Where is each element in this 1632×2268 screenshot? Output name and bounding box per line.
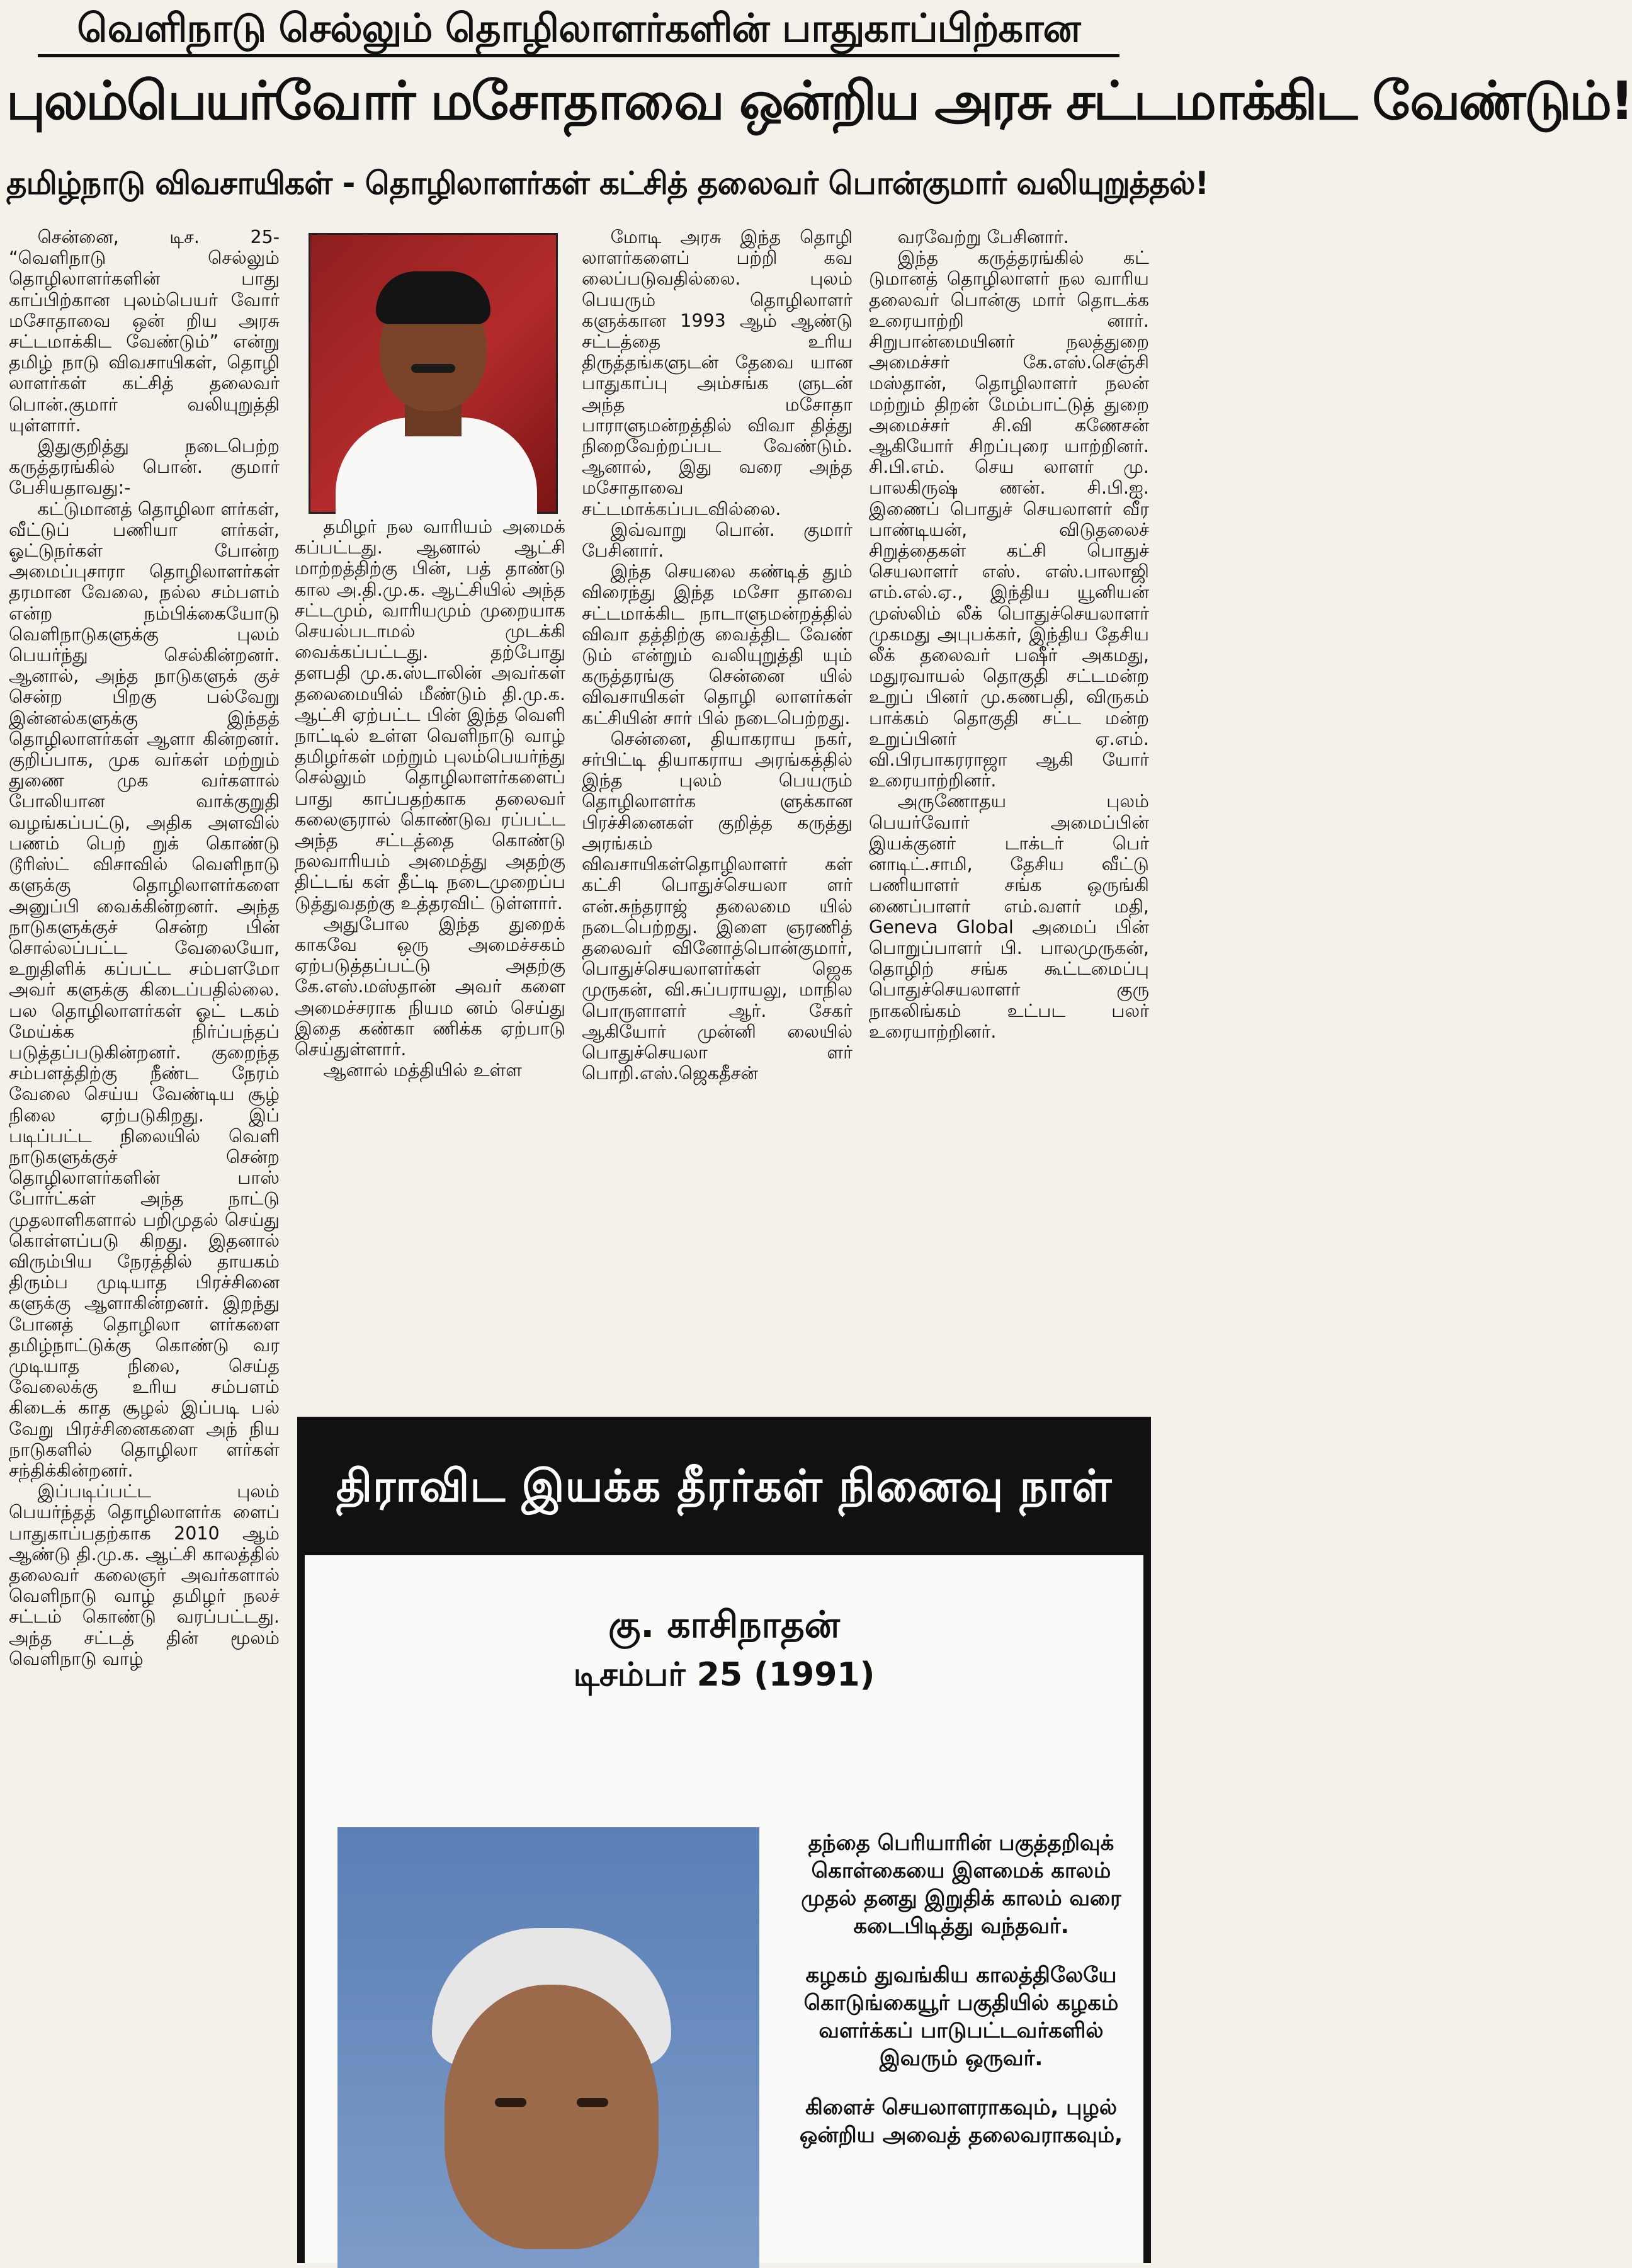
paragraph: இதுகுறித்து நடைபெற்ற கருத்தரங்கில் பொன். குமார் பேசியதாவது:- xyxy=(9,436,280,499)
paragraph: இந்த கருத்தரங்கில் கட் டுமானத் தொழிலாளர் நல வாரிய தலைவர் பொன்கு மார் தொடக்க உரையாற்றி னார். சிறுபான்மையினர் நலத்துறை அமைச்சர் கே.எஸ்.செஞ்சி மஸ்தான், தொழிலாளர் நலன் மற்றும் திறன் மேம்பாட்டுத் துறை அமைச்சர் சி.வி கணேசன் ஆகியோர் சிறப்புரை யாற்றினர். சி.பி.எம். செய லாளர் மு. பாலகிருஷ் ணன். சி.பி.ஐ. இணைப் பொதுச் செயலாளர் வீர பாண்டியன், விடுதலைச் சிறுத்தைகள் கட்சி பொதுச் செயலாளர் எஸ். எஸ்.பாலாஜி எம்.எல்.ஏ., இந்திய யூனியன் முஸ்லிம் லீக் பொதுச்செயலாளர் முகமது அபுபக்கர், இந்திய தேசிய லீக் தலைவர் பஷீர் அகமது, மதுரவாயல் தொகுதி சட்டமன்ற உறுப் பினர் மு.கணபதி, விருகம் பாக்கம் தொகுதி சட்ட மன்ற உறுப்பினர் ஏ.எம். வி.பிரபாகரராஜா ஆகி யோர் உரையாற்றினர். xyxy=(869,247,1149,791)
memorial-bio xyxy=(780,1829,1142,2170)
paragraph: மோடி அரசு இந்த தொழி லாளர்களைப் பற்றி கவ லைப்படுவதில்லை. புலம் பெயரும் தொழிலாளர் களுக்கான 1993 ஆம் ஆண்டு சட்டத்தை உரிய திருத்தங்களுடன் தேவை யான பாதுகாப்பு அம்சங்க ளுடன் அந்த மசோதா பாராளுமன்றத்தில் விவா தித்து நிறைவேற்றப்பட வேண்டும். ஆனால், இது வரை அந்த மசோதாவை சட்டமாக்கப்படவில்லை. xyxy=(582,227,853,519)
kicker-line: வெளிநாடு செல்லும் தொழிலாளர்களின் பாதுகாப்பிற்கான xyxy=(77,5,1080,51)
ponkumar-photo xyxy=(309,233,558,514)
paragraph: இந்த செயலை கண்டித் தும் விரைந்து இந்த மசோ தாவை சட்டமாக்கிட நாடாளுமன்றத்தில் விவா தத்திற்கு வைத்திட வேண் டும் என்றும் வலியுறுத்தி யும் கருத்தரங்கு சென்னை யில் விவசாயிகள் தொழி லாளர்கள் கட்சியின் சார் பில் நடைபெற்றது. xyxy=(582,561,853,729)
memorial-date: டிசம்பர் 25 (1991) xyxy=(573,1656,875,1694)
headline: புலம்பெயர்வோர் மசோதாவை ஒன்றிய அரசு சட்டமாக்கிட வேண்டும்! xyxy=(6,70,1632,132)
bio-paragraph: கழகம் துவங்கிய காலத்திலேயே கொடுங்கையூர் பகுதியில் கழகம் வளர்க்கப் பாடுபட்டவர்களில் இவரும் ஒருவர். xyxy=(803,1963,1119,2071)
paragraph: சென்னை, டிச. 25- “வெளிநாடு செல்லும் தொழிலாளர்களின் பாது காப்பிற்கான புலம்பெயர் வோர் மசோதாவை ஒன் றிய அரசு சட்டமாக்கிட வேண்டும்” என்று தமிழ் நாடு விவசாயிகள், தொழி லாளர்கள் கட்சித் தலைவர் பொன்.குமார் வலியுறுத்தி யுள்ளார். xyxy=(9,227,280,436)
paragraph: கட்டுமானத் தொழிலா ளர்கள், வீட்டுப் பணியா ளர்கள், ஓட்டுநர்கள் போன்ற அமைப்புசாரா தொழிலாளர்கள் தரமான வேலை, நல்ல சம்பளம் என்ற நம்பிக்கையோடு வெளிநாடுகளுக்கு புலம் பெயர்ந்து செல்கின்றனர். ஆனால், அந்த நாடுகளுக் குச் சென்ற பிறகு பல்வேறு இன்னல்களுக்கு இந்தத் தொழிலாளர்கள் ஆளா கின்றனர். குறிப்பாக, முக வர்கள் மற்றும் துணை முக வர்களால் போலியான வாக்குறுதி வழங்கப்பட்டு, அதிக அளவில் பணம் பெற் றுக் கொண்டு டூரிஸ்ட் விசாவில் வெளிநாடு களுக்கு தொழிலாளர்களை அனுப்பி வைக்கின்றனர். அந்த நாடுகளுக்குச் சென்ற பின் சொல்லப்பட்ட வேலையோ, உறுதிளிக் கப்பட்ட சம்பளமோ அவர் களுக்கு கிடைப்பதில்லை. பல தொழிலாளர்கள் ஓட் டகம் மேய்க்க நிர்ப்பந்தப் படுத்தப்படுகின்றனர். குறைந்த சம்பளத்திற்கு நீண்ட நேரம் வேலை செய்ய வேண்டிய சூழ் நிலை ஏற்படுகிறது. இப் படிப்பட்ட நிலையில் வெளி நாடுகளுக்குச் சென்ற தொழிலாளர்களின் பாஸ் போர்ட்கள் அந்த நாட்டு முதலாளிகளால் பறிமுதல் செய்து கொள்ளப்படு கிறது. இதனால் விரும்பிய நேரத்தில் தாயகம் திரும்ப முடியாத பிரச்சினை களுக்கு ஆளாகின்றனர். இறந்து போனத் தொழிலா ளர்களை தமிழ்நாட்டுக்கு கொண்டு வர முடியாத நிலை, செய்த வேலைக்கு உரிய சம்பளம் கிடைக் காத சூழல் இப்படி பல் வேறு பிரச்சினைகளை அந் நிய நாடுகளில் தொழிலா ளர்கள் சந்திக்கின்றனர். xyxy=(9,498,280,1481)
paragraph: தமிழர் நல வாரியம் அமைக் கப்பட்டது. ஆனால் ஆட்சி மாற்றத்திற்கு பின், பத் தாண்டு கால அ.தி.மு.க. ஆட்சியில் அந்த சட்டமும், வாரியமும் முறையாக செயல்படாமல் முடக்கி வைக்கப்பட்டது. தற்போது தளபதி மு.க.ஸ்டாலின் அவர்கள் தலைமையில் மீண்டும் தி.மு.க. ஆட்சி ஏற்பட்ட பின் இந்த வெளி நாட்டில் உள்ள வெளிநாடு வாழ் தமிழர்கள் மற்றும் புலம்பெயர்ந்து செல்லும் தொழிலாளர்களைப் பாது காப்பதற்காக தலைவர் கலைஞரால் கொண்டுவ ரப்பட்ட அந்த சட்டத்தை கொண்டு நலவாரியம் அமைத்து அதற்கு திட்டங் கள் தீட்டி நடைமுறைப்ப டுத்துவதற்கு உத்தரவிட் டுள்ளார். xyxy=(295,516,565,914)
memorial-name: கு. காசிநாதன் xyxy=(608,1603,840,1646)
kasinathan-portrait xyxy=(337,1827,759,2268)
subheadline: தமிழ்நாடு விவசாயிகள் - தொழிலாளர்கள் கட்சித் தலைவர் பொன்குமார் வலியுறுத்தல்! xyxy=(6,165,1209,201)
article-column-1 xyxy=(9,227,280,2260)
paragraph: இப்படிப்பட்ட புலம் பெயர்ந்தத் தொழிலாளர்க ளைப் பாதுகாப்பதற்காக 2010 ஆம் ஆண்டு தி.மு.க. ஆட்சி காலத்தில் தலைவர் கலைஞர் அவர்களால் வெளிநாடு வாழ் தமிழர் நலச் சட்டம் கொண்டு வரப்பட்டது. அந்த சட்டத் தின் மூலம் வெளிநாடு வாழ் xyxy=(9,1481,280,1669)
paragraph: ஆனால் மத்தியில் உள்ள xyxy=(323,1060,522,1081)
bio-paragraph: தந்தை பெரியாரின் பகுத்தறிவுக் கொள்கையை இளமைக் காலம் முதல் தனது இறுதிக் காலம் வரை கடைபிடித்து வந்தவர். xyxy=(801,1830,1121,1939)
paragraph: வரவேற்று பேசினார். xyxy=(897,227,1069,247)
article-column-4 xyxy=(869,227,1149,1373)
memorial-box xyxy=(297,1417,1151,2263)
paragraph: அதுபோல இந்த துறைக் காகவே ஒரு அமைச்சகம் ஏற்படுத்தப்பட்டு அதற்கு கே.எஸ்.மஸ்தான் அவர் களை அமைச்சராக நியம னம் செய்து இதை கண்கா ணிக்க ஏற்பாடு செய்துள்ளார். xyxy=(295,913,565,1060)
bio-paragraph: கிளைச் செயலாளராகவும், புழல் ஒன்றிய அவைத் தலைவராகவும், xyxy=(799,2095,1123,2148)
paragraph: சென்னை, தியாகராய நகர், சர்பிட்டி தியாகராய அரங்கத்தில் இந்த புலம் பெயரும் தொழிலாளர்க ளுக்கான பிரச்சினைகள் குறித்த கருத்து அரங்கம் விவசாயிகள்தொழிலாளர் கள் கட்சி பொதுச்செயலா ளர் என்.சுந்தராஜ் தலைமை யில் நடைபெற்றது. இளை ஞரணித் தலைவர் வினோத்பொன்குமார், பொதுச்செயலாளர்கள் ஜெக முருகன், வி.சுப்பராயலு, மாநில பொருளாளர் ஆர். சேகர் ஆகியோர் முன்னி லையில் பொதுச்செயலா ளர் பொறி.எஸ்.ஜெகதீசன் xyxy=(582,728,853,1084)
memorial-heading: திராவிட இயக்க தீரர்கள் நினைவு நாள் xyxy=(305,1417,1143,1555)
paragraph: இவ்வாறு பொன். குமார் பேசினார். xyxy=(582,519,853,562)
article-column-2 xyxy=(295,516,565,1373)
article-column-3 xyxy=(582,227,853,1373)
kicker-rule xyxy=(38,54,1119,57)
paragraph: அருணோதய புலம் பெயர்வோர் அமைப்பின் இயக்குனர் டாக்டர் பெர் னாடிட்.சாமி, தேசிய வீட்டு பணியாளர் சங்க ஒருங்கி ணைப்பாளர் எம்.வளர் மதி, Geneva Global அமைப் பின் பொறுப்பாளர் பி. பாலமுருகன், தொழிற் சங்க கூட்டமைப்பு பொதுச்செயலாளர் குரு நாகலிங்கம் உட்பட பலர் உரையாற்றினர். xyxy=(869,791,1149,1042)
